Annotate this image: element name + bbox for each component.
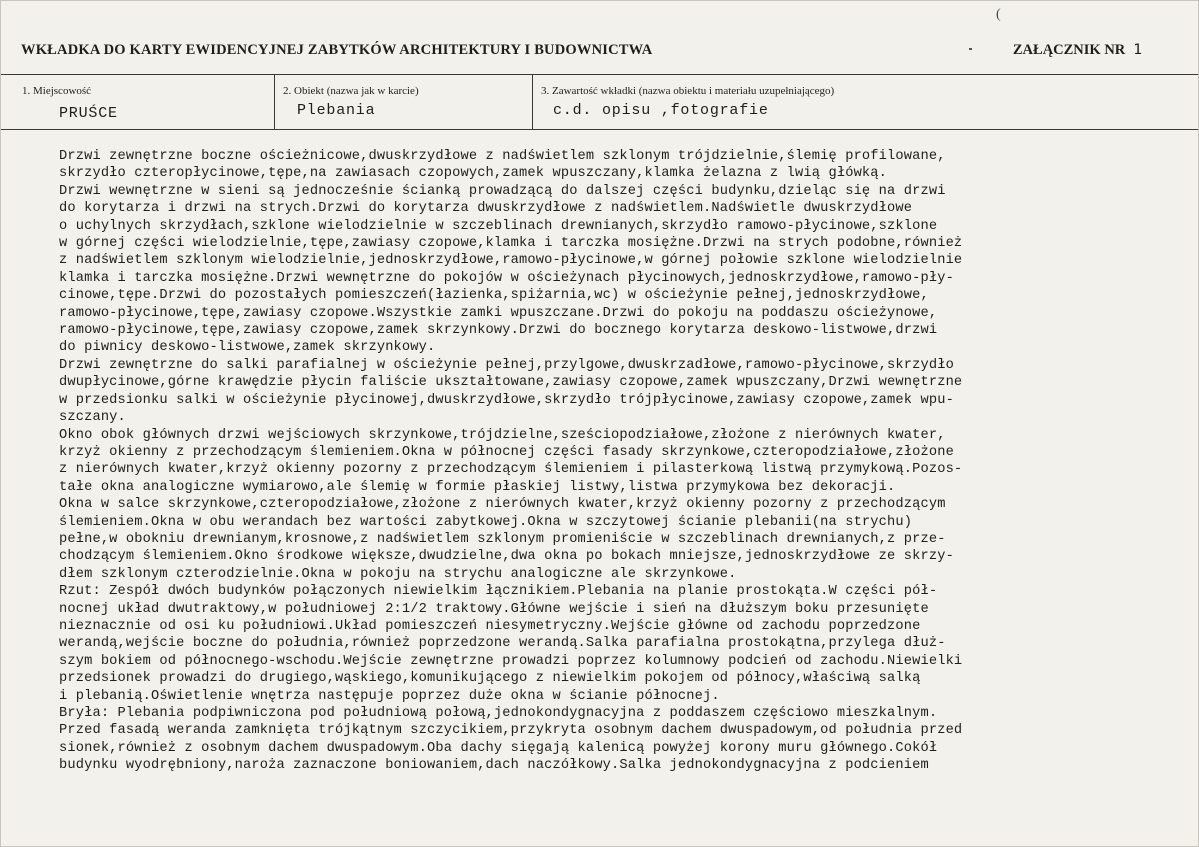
header-bottom-rule — [1, 129, 1198, 130]
text-line: Drzwi zewnętrzne do salki parafialnej w ościeżynie pełnej,przylgowe,dwuskrzadłowe,ramowo-płycinowe,skrzydło — [59, 357, 954, 373]
text-line: w przedsionku salki w ościeżynie płycinowej,dwuskrzydłowe,skrzydło trójpłycinowe,zawiasy czopowe,zamek wpu- — [59, 392, 954, 408]
text-line: werandą,wejście boczne do południa,również poprzedzone werandą.Salka parafialna prostokątna,przylega dłuż- — [59, 636, 946, 652]
field-label-contents: 3. Zawartość wkładki (nazwa obiektu i materiału uzupełniającego) — [541, 85, 835, 97]
text-line: ramowo-płycinowe,tępe,zawiasy czopowe,zamek skrzynkowy.Drzwi do bocznego korytarza deskowo-listwowe,drzwi — [59, 323, 938, 339]
field-value-object: Plebania — [297, 102, 376, 119]
field-label-locality: 1. Miejscowość — [22, 85, 92, 97]
text-line: cinowe,tępe.Drzwi do pozostałych pomieszczeń(łazienka,spiżarnia,wc) w ościeżynie pełnej,jednoskrzydłowe, — [59, 288, 929, 304]
text-line: Rzut: Zespół dwóch budynków połączonych niewielkim łącznikiem.Plebania na planie prostokąta.W części pół- — [59, 584, 938, 600]
field-value-contents: c.d. opisu ,fotografie — [553, 102, 769, 119]
text-line: dłem szklonym czterodzielnie.Okna w pokoju na strychu analogiczne ale skrzynkowe. — [59, 566, 737, 582]
text-line: w górnej części wielodzielnie,tępe,zawiasy czopowe,klamka i tarczka mosiężne.Drzwi na strych podobne,również — [59, 236, 963, 252]
text-line: szczany. — [59, 410, 126, 426]
annex-label — [1013, 42, 1142, 59]
field-divider-2 — [532, 74, 533, 130]
text-line: nieznacznie od osi ku południowi.Układ pomieszczeń niesymetryczny.Wejście główne od zachodu poprzedzone — [59, 618, 921, 634]
text-line: tałe okna analogiczne wymiarowo,ale ślemię w formie płaskiej listwy,listwa przymykowa bez dekoracji. — [59, 479, 896, 495]
text-line: dwupłycinowe,górne krawędzie płycin faliście ukształtowane,zawiasy czopowe,zamek wpuszczany,Drzwi wewnętrzne — [59, 375, 963, 391]
text-line: chodzącym ślemieniem.Okno środkowe większe,dwudzielne,dwa okna po bokach mniejsze,jednoskrzydłowe ze skrzy- — [59, 549, 954, 565]
text-line: sionek,również z osobnym dachem dwuspadowym.Oba dachy sięgają kalenicą powyżej korony muru głównego.Cokół — [59, 740, 938, 756]
text-line: klamka i tarczka mosiężne.Drzwi wewnętrzne do pokojów w ościeżynach płycinowych,jednoskrzydłowe,ramowo-pły- — [59, 270, 954, 286]
text-line: Bryła: Plebania podpiwniczona pod południową połową,jednokondygnacyjna z poddaszem częściowo mieszkalnym. — [59, 706, 938, 721]
text-line: Okna w salce skrzynkowe,czteropodziałowe,złożone z nierównych kwater,krzyż okienny pozorny z przechodzącym — [59, 497, 946, 513]
text-line: skrzydło czteropłycinowe,tępe,na zawiasach czopowych,zamek wpuszczany,klamka żelazna z lwią główką. — [59, 166, 888, 182]
description-body — [59, 148, 1164, 775]
text-line: Okno obok głównych drzwi wejściowych skrzynkowe,trójdzielne,sześciopodziałowe,złożone z nierównych kwater, — [59, 427, 946, 443]
text-line: krzyż okienny z przechodzącym ślemieniem.Okna w północnej części fasady skrzynkowe,czteropodziałowe,złożone — [59, 444, 954, 460]
annex-number: 1 — [1133, 42, 1142, 58]
text-line: budynku wyodrębniony,naroża zaznaczone boniowaniem,dach naczółkowy.Salka jednokondygnacyjna z podcieniem — [59, 758, 929, 774]
text-line: szym bokiem od północnego-wschodu.Wejście zewnętrzne prowadzi poprzez kolumnowy podcień od zachodu.Niewielki — [59, 653, 963, 669]
corner-mark: ( — [996, 7, 1001, 22]
text-line: Przed fasadą weranda zamknięta trójkątnym szczycikiem,przykryta osobnym dachem dwuspadowym,od południa przed — [59, 723, 963, 739]
text-line: ślemieniem.Okna w obu werandach bez wartości zabytkowej.Okna w szczytowej ścianie plebanii(na strychu) — [59, 514, 913, 530]
text-line: do piwnicy deskowo-listwowe,zamek skrzynkowy. — [59, 340, 436, 356]
field-value-locality: PRUŚCE — [59, 105, 118, 122]
field-divider-1 — [274, 74, 275, 130]
text-line: z nierównych kwater,krzyż okienny pozorny z przechodzącym ślemieniem i pilasterkową listwą przymykową.Pozos- — [59, 462, 963, 478]
text-line: przedsionek prowadzi do drugiego,wąskiego,komunikującego z niewielkim pokojem od północy,właściwą salką — [59, 671, 921, 687]
text-line: ramowo-płycinowe,tępe,zawiasy czopowe.Wszystkie zamki wpuszczane.Drzwi do pokoju na poddaszu ościeżynowe, — [59, 305, 938, 321]
text-line: do korytarza i drzwi na strych.Drzwi do korytarza dwuskrzydłowe z nadświetlem.Nadświetle dwuskrzydłowe — [59, 201, 913, 217]
text-line: nocnej układ dwutraktowy,w południowej 2:1/2 traktowy.Główne wejście i sień na dłuższym boku przesunięte — [59, 601, 929, 617]
text-line: pełne,w obokniu drewnianym,krosnowe,z nadświetlem szklonym promieniście w szczeblinach drewnianych,z prze- — [59, 531, 946, 547]
dot-mark — [969, 48, 972, 50]
text-line: i plebanią.Oświetlenie wnętrza następuje poprzez duże okna w ścianie północnej. — [59, 688, 720, 704]
text-line: o uchylnych skrzydłach,szklone wielodzielnie w szczeblinach drewnianych,skrzydło ramowo-płycinowe,szklone — [59, 218, 938, 234]
header-top-rule — [1, 74, 1198, 75]
annex-label-text: ZAŁĄCZNIK NR — [1012, 42, 1126, 58]
text-line: Drzwi wewnętrzne w sieni są jednocześnie ścianką prowadzącą do dalszej części budynku,dzieląc się na drzwi — [59, 183, 946, 199]
text-line: Drzwi zewnętrzne boczne ościeżnicowe,dwuskrzydłowe z nadświetlem szklonym trójdzielnie,ślemię profilowane, — [59, 149, 946, 164]
field-label-object: 2. Obiekt (nazwa jak w karcie) — [283, 85, 419, 97]
page-title: WKŁADKA DO KARTY EWIDENCYJNEJ ZABYTKÓW ARCHITEKTURY I BUDOWNICTWA — [21, 42, 653, 58]
text-line: z nadświetlem szklonym wielodzielnie,jednoskrzydłowe,ramowo-płycinowe,w górnej połowie szklone wielodzielnie — [59, 253, 963, 269]
